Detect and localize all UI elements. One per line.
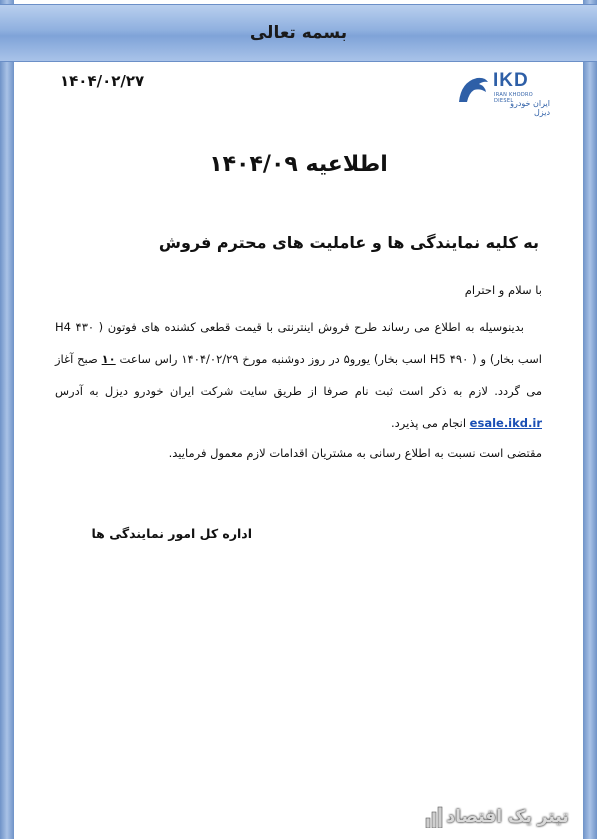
esale-link[interactable]: esale.ikd.ir xyxy=(469,416,542,430)
header-banner xyxy=(0,4,597,62)
greeting: با سلام و احترام xyxy=(464,283,542,297)
logo-subtitle-fa: ایران خودرو دیزل xyxy=(510,99,550,117)
page-frame-left xyxy=(0,0,14,839)
start-hour: ۱۰ xyxy=(101,352,116,366)
ikd-logo xyxy=(455,70,550,118)
logo-subtitle-en: IRAN KHODRO DIESEL xyxy=(494,92,534,104)
horse-logo-icon xyxy=(455,72,491,108)
page-frame-right xyxy=(583,0,597,839)
document-date: ۱۴۰۴/۰۲/۲۷ xyxy=(60,72,145,90)
letter-body xyxy=(55,282,542,462)
main-paragraph xyxy=(55,311,542,439)
header-title: بسمه تعالی xyxy=(249,23,348,43)
paragraph-text-2: صبح آغاز می گردد. لازم به ذکر است ثبت نام صرفا از طریق سایت شرکت ایران خودرو دیزل به آدرس xyxy=(55,352,542,398)
bar-chart-icon xyxy=(425,806,443,828)
paragraph-text-3: انجام می پذیرد. xyxy=(390,416,467,430)
closing-line: مقتضی است نسبت به اطلاع رسانی به مشتریان اقدامات لازم معمول فرمایید. xyxy=(168,446,542,460)
watermark-text: تیتر یک اقتصاد xyxy=(446,807,569,827)
logo-brand: IKD xyxy=(493,70,529,91)
watermark xyxy=(425,800,590,834)
recipient-line: به کلیه نمایندگی ها و عاملیت های محترم فروش xyxy=(158,233,539,252)
signature: اداره کل امور نمایندگی ها xyxy=(91,526,252,541)
notice-title: اطلاعیه ۱۴۰۴/۰۹ xyxy=(209,152,388,177)
paragraph-text-1: بدینوسیله به اطلاع می رساند طرح فروش اینترنتی با قیمت قطعی کشنده های فوتون ( H4 ۴۳۰ اسب بخار) و ( H5 ۴۹۰ اسب بخار) یورو۵ در روز دوشنبه مورخ ۱۴۰۴/۰۲/۲۹ راس ساعت xyxy=(55,320,543,366)
